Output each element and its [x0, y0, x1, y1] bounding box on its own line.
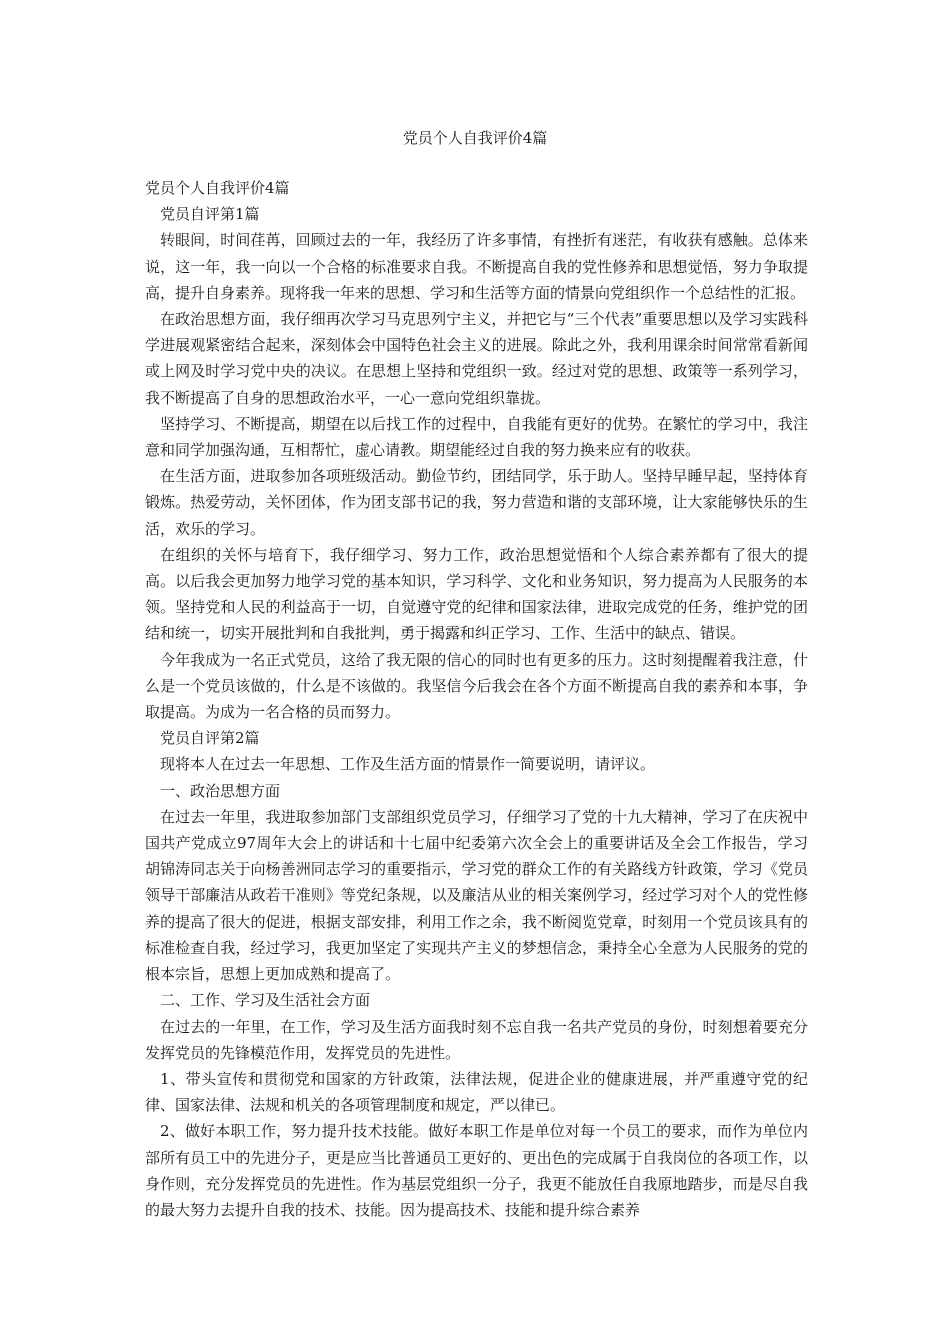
paragraph: 在过去的一年里，在工作，学习及生活方面我时刻不忘自我一名共产党员的身份，时刻想着要充分发挥党员的先锋模范作用，发挥党员的先进性。	[145, 1017, 808, 1062]
section-heading-part-2: 党员自评第2篇	[160, 729, 260, 748]
paragraph: 今年我成为一名正式党员，这给了我无限的信心的同时也有更多的压力。这时刻提醒着我注意，什么是一个党员该做的，什么是不该做的。我坚信今后我会在各个方面不断提高自我的素养和本事，争取提高。为成为一名合格的员而努力。	[145, 650, 808, 722]
subsection-heading-politics: 一、政治思想方面	[160, 781, 281, 800]
paragraph: 在过去一年里，我进取参加部门支部组织党员学习，仔细学习了党的十九大精神，学习了在庆祝中国共产党成立97周年大会上的讲话和十七届中纪委第六次全会上的重要讲话及全会工作报告，学习胡锦涛同志关于向杨善洲同志学习的重要指示，学习党的群众工作的有关路线方针政策，学习《党员领导干部廉洁从政若干准则》等党纪条规，以及廉洁从业的相关案例学习，经过学习对个人的党性修养的提高了很大的促进，根据支部安排，利用工作之余，我不断阅览党章，时刻用一个党员该具有的标准检查自我，经过学习，我更加坚定了实现共产主义的梦想信念，秉持全心全意为人民服务的党的根本宗旨，思想上更加成熟和提高了。	[145, 807, 808, 984]
paragraph: 转眼间，时间荏苒，回顾过去的一年，我经历了许多事情，有挫折有迷茫，有收获有感触。总体来说，这一年，我一向以一个合格的标准要求自我。不断提高自我的党性修养和思想觉悟，努力争取提高，提升自身素养。现将我一年来的思想、学习和生活等方面的情景向党组织作一个总结性的汇报。	[145, 231, 808, 302]
paragraph: 坚持学习、不断提高，期望在以后找工作的过程中，自我能有更好的优势。在繁忙的学习中，我注意和同学加强沟通，互相帮忙，虚心请教。期望能经过自我的努力换来应有的收获。	[145, 414, 808, 460]
section-heading-part-1: 党员自评第1篇	[160, 205, 260, 224]
paragraph: 在组织的关怀与培育下，我仔细学习、努力工作，政治思想觉悟和个人综合素养都有了很大的提高。以后我会更加努力地学习党的基本知识，学习科学、文化和业务知识，努力提高为人民服务的本领。坚持党和人民的利益高于一切，自觉遵守党的纪律和国家法律，进取完成党的任务，维护党的团结和统一，切实开展批判和自我批判，勇于揭露和纠正学习、工作、生活中的缺点、错误。	[145, 545, 808, 643]
list-item: 1、带头宣传和贯彻党和国家的方针政策，法律法规，促进企业的健康进展，并严重遵守党的纪律、国家法律、法规和机关的各项管理制度和规定，严以律已。	[145, 1069, 808, 1115]
list-item: 2、做好本职工作，努力提升技术技能。做好本职工作是单位对每一个员工的要求，而作为单位内部所有员工中的先进分子，更是应当比普通员工更好的、更出色的完成属于自我岗位的各项工作，以身作则，充分发挥党员的先进性。作为基层党组织一分子，我更不能放任自我原地踏步，而是尽自我的最大努力去提升自我的技术、技能。因为提高技术、技能和提升综合素养	[145, 1122, 808, 1219]
document-body	[145, 175, 808, 1223]
paragraph: 在生活方面，进取参加各项班级活动。勤俭节约，团结同学，乐于助人。坚持早睡早起，坚持体育锻炼。热爱劳动，关怀团体，作为团支部书记的我，努力营造和谐的支部环境，让大家能够快乐的生活，欢乐的学习。	[145, 467, 808, 538]
paragraph: 现将本人在过去一年思想、工作及生活方面的情景作一简要说明，请评议。	[160, 755, 656, 774]
document-title: 党员个人自我评价4篇	[402, 129, 548, 147]
paragraph: 在政治思想方面，我仔细再次学习马克思列宁主义，并把它与“三个代表”重要思想以及学习实践科学进展观紧密结合起来，深刻体会中国特色社会主义的进展。除此之外，我利用课余时间常常看新闻或上网及时学习党中央的决议。在思想上坚持和党组织一致。经过对党的思想、政策等一系列学习，我不断提高了自身的思想政治水平，一心一意向党组织靠拢。	[145, 310, 808, 407]
subsection-heading-work: 二、工作、学习及生活社会方面	[160, 991, 371, 1010]
document-subtitle: 党员个人自我评价4篇	[145, 179, 290, 197]
